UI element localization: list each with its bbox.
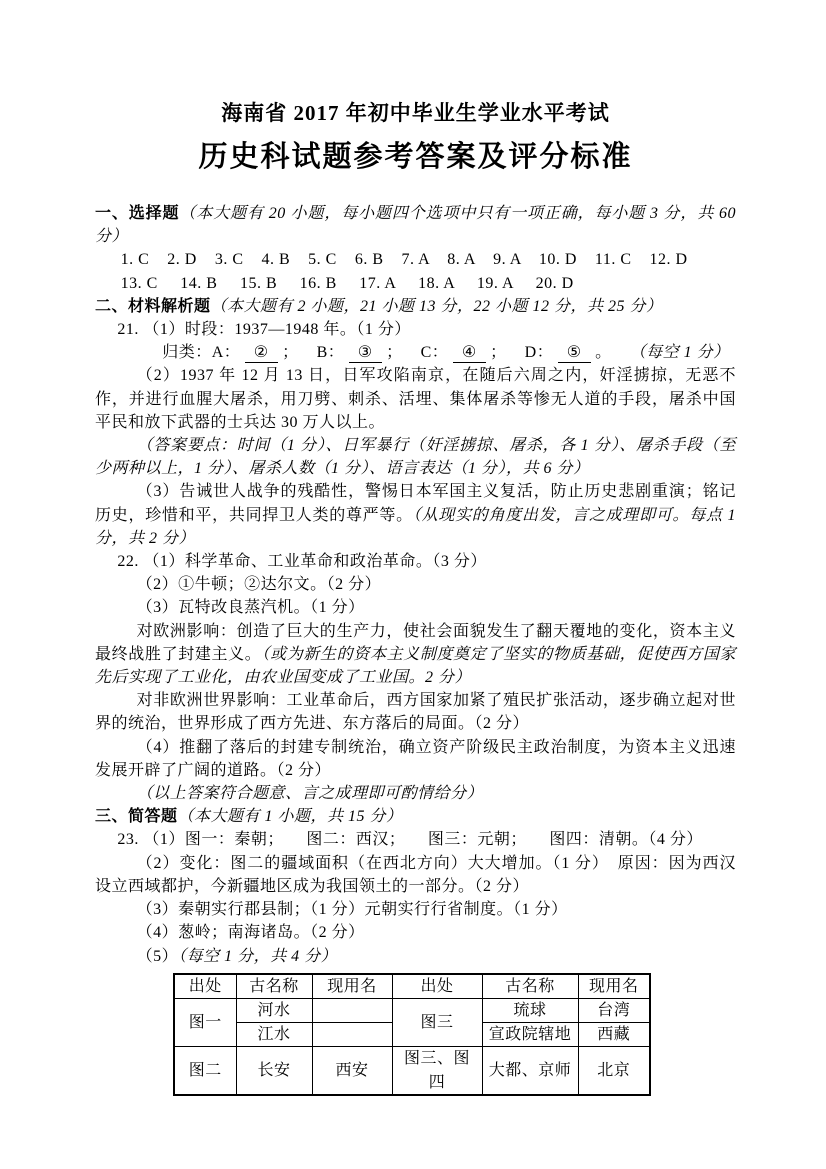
- header-old-name-right: 古名称: [482, 974, 578, 999]
- cell-heshui-answer-blank: [312, 998, 392, 1022]
- q23-part3-line: （3）秦朝实行郡县制；（1 分）元朝实行行省制度。（1 分）: [136, 901, 568, 919]
- exam-title: 海南省 2017 年初中毕业生学业水平考试: [221, 101, 610, 125]
- header-current-name-right: 现用名: [578, 974, 650, 999]
- q21-classify-sep3: ； D：: [485, 344, 558, 362]
- q22-europe-paragraph: [95, 620, 736, 690]
- q22-part1-line: 22. （1）科学革命、工业革命和政治革命。（3 分）: [117, 553, 487, 571]
- section2-heading-note: （本大题有 2 小题，21 小题 13 分，22 小题 12 分，共 25 分）: [210, 297, 663, 315]
- q21-classify-line: [95, 341, 736, 364]
- section3-heading-label: 三、简答题: [95, 808, 178, 826]
- cell-figure3-figure4: 图三、图四: [392, 1047, 482, 1095]
- q23-part4-line: （4）葱岭；南海诸岛。（2 分）: [136, 924, 365, 942]
- section3-heading: [95, 805, 736, 828]
- cell-xuanzhengyuan: 宣政院辖地: [482, 1023, 578, 1047]
- section3-heading-note: （本大题有 1 小题，共 15 分）: [177, 808, 403, 826]
- q21-part3-paragraph: [95, 480, 736, 550]
- cell-taiwan: 台湾: [578, 998, 650, 1022]
- table-header-row: [174, 974, 650, 999]
- header-old-name-left: 古名称: [236, 974, 312, 999]
- q21-answer-blank-b: ③: [349, 343, 382, 363]
- q23-part5-prefix: （5）: [136, 947, 179, 965]
- q21-classify-sep1: ； B：: [277, 344, 349, 362]
- q22-europe-main: 对欧洲影响：创造了巨大的生产力，使社会面貌发生了翻天覆地的变化，资本主义最终战胜了封建主义。: [95, 622, 736, 663]
- q21-answer-blank-c: ④: [453, 343, 486, 363]
- cell-heshui: 河水: [236, 998, 312, 1022]
- q21-answer-blank-d: ⑤: [558, 343, 591, 363]
- q21-classify-label: 归类：A：: [162, 344, 245, 362]
- q21-classify-sep4: 。: [590, 344, 630, 362]
- q21-part2-score-note: （答案要点：时间（1 分）、日军暴行（奸淫掳掠、屠杀，各 1 分）、屠杀手段（至少两种以上，1 分）、屠杀人数（1 分）、语言表达（1 分），共 6 分）: [95, 437, 736, 478]
- q23-part1-line: 23. （1）图一：秦朝； 图二：西汉； 图三：元朝； 图四：清朝。（4 分）: [117, 831, 703, 849]
- q21-classify-score-note: （每空 1 分）: [629, 344, 730, 362]
- table-row: [174, 1047, 650, 1095]
- header-source-right: 出处: [392, 974, 482, 999]
- section1-heading-note: （本大题有 20 小题，每小题四个选项中只有一项正确，每小题 3 分，共 60 分）: [95, 205, 736, 246]
- cell-xizang: 西藏: [578, 1023, 650, 1047]
- document-body: [95, 202, 736, 1096]
- cell-changan: 长安: [236, 1047, 312, 1095]
- q22-noneurope-paragraph: 对非欧洲世界影响：工业革命后，西方国家加紧了殖民扩张活动，逐步确立起对世界的统治，世界形成了西方先进、东方落后的局面。（2 分）: [95, 692, 736, 733]
- q21-part3-score-note: （从现实的角度出发，言之成理即可。每点 1 分，共 2 分）: [95, 506, 736, 547]
- header-current-name-left: 现用名: [312, 974, 392, 999]
- mc-answers-row2: 13. C 14. B 15. B 16. B 17. A 18. A 19. A 20. D: [120, 274, 574, 292]
- q21-part3-main: （3）告诫世人战争的残酷性，警惕日本军国主义复活，防止历史悲剧重演；铭记历史，珍惜和平，共同捍卫人类的尊严等。: [95, 483, 736, 524]
- cell-figure3: 图三: [392, 998, 482, 1046]
- cell-jiangshui-answer-blank: [312, 1023, 392, 1047]
- q21-classify-sep2: ； C：: [381, 344, 453, 362]
- q21-answer-blank-a: ②: [245, 343, 278, 363]
- cell-figure2: 图二: [174, 1047, 236, 1095]
- cell-figure1: 图一: [174, 998, 236, 1046]
- table-row: [174, 998, 650, 1022]
- q23-part5-line: [95, 945, 736, 968]
- section2-heading-label: 二、材料解析题: [95, 297, 211, 315]
- q21-part1-line: 21. （1）时段：1937—1948 年。（1 分）: [117, 321, 411, 339]
- place-names-table: [173, 973, 651, 1096]
- q22-part2-line: （2）①牛顿；②达尔文。（2 分）: [136, 576, 382, 594]
- q22-final-note: （以上答案符合题意、言之成理即可酌情给分）: [136, 785, 484, 803]
- q22-part3-line: （3）瓦特改良蒸汽机。（1 分）: [136, 599, 365, 617]
- section1-heading-label: 一、选择题: [95, 205, 180, 222]
- q21-part2-paragraph: （2）1937 年 12 月 13 日，日军攻陷南京，在随后六周之内，奸淫掳掠，无恶不作，并进行血腥大屠杀，用刀劈、刺杀、活埋、集体屠杀等惨无人道的手段，屠杀中国平民和放下武器的士兵达 30 万人以上。: [95, 367, 736, 431]
- header-source-left: 出处: [174, 974, 236, 999]
- section1-heading: [95, 202, 736, 248]
- q22-europe-note: （或为新生的资本主义制度奠定了坚实的物质基础，促使西方国家先后实现了工业化，由农业国变成了工业国。2 分）: [95, 645, 736, 687]
- cell-dadu-jingshi: 大都、京师: [482, 1047, 578, 1095]
- q23-part2-paragraph: （2）变化：图二的疆域面积（在西北方向）大大增加。（1 分） 原因：因为西汉设立西域都护，今新疆地区成为我国领土的一部分。（2 分）: [95, 854, 736, 895]
- mc-answers-row1: 1. C 2. D 3. C 4. B 5. C 6. B 7. A 8. A 9. A 10. D 11. C 12. D: [120, 251, 688, 269]
- cell-liuqiu: 琉球: [482, 998, 578, 1022]
- q23-part5-score-note: （每空 1 分，共 4 分）: [178, 947, 338, 965]
- cell-beijing: 北京: [578, 1047, 650, 1095]
- section2-heading: [95, 295, 736, 318]
- q22-part4-paragraph: （4）推翻了落后的封建专制统治，确立资产阶级民主政治制度，为资本主义迅速发展开辟了广阔的道路。（2 分）: [95, 738, 736, 779]
- cell-jiangshui: 江水: [236, 1023, 312, 1047]
- answer-key-title: 历史科试题参考答案及评分标准: [198, 141, 633, 173]
- cell-xian: 西安: [312, 1047, 392, 1095]
